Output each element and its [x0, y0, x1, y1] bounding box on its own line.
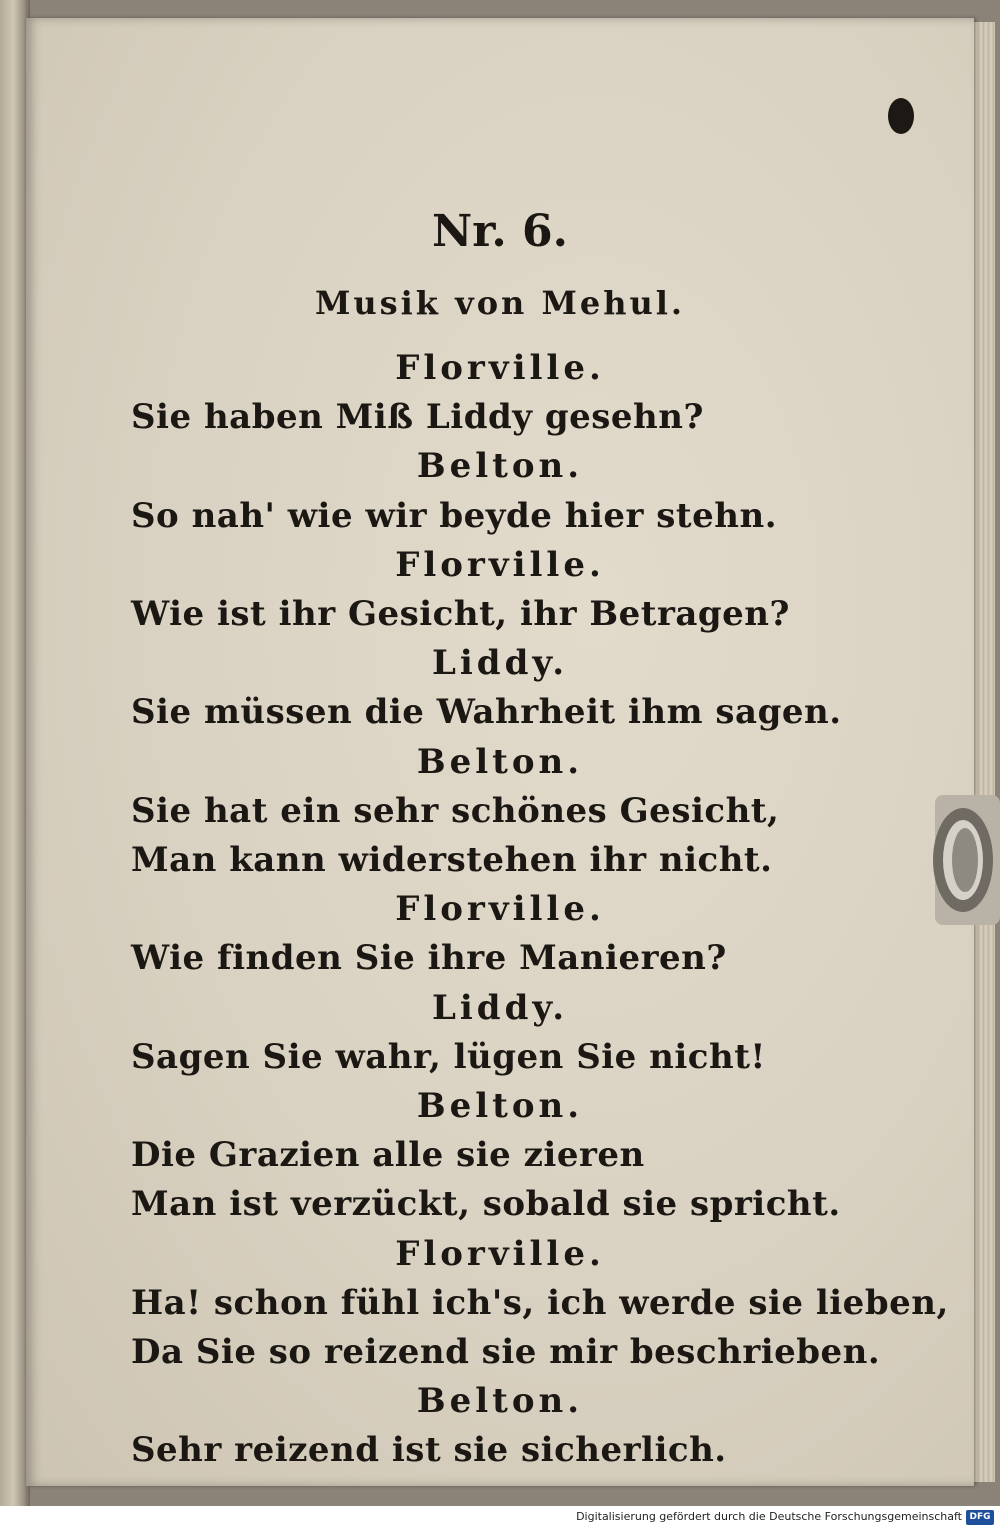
speaker-name: Liddy. [431, 643, 569, 684]
verse-line: Sehr reizend ist sie sicherlich. [131, 1430, 727, 1471]
verse-line: Man kann widerstehen ihr nicht. [131, 840, 773, 880]
verse-line: Da Sie so reizend sie mir beschrieben. [131, 1332, 881, 1372]
page-subtitle: Musik von Mehul. [314, 284, 686, 322]
verse-line: Ha! schon fühl ich's, ich werde sie lieben, [131, 1282, 949, 1323]
verse-line: Sie hat ein sehr schönes Gesicht, [131, 790, 780, 831]
funding-credit: Digitalisierung gefördert durch die Deutsche Forschungsgemeinschaft [576, 1510, 962, 1523]
speaker-name: Florville. [395, 544, 605, 585]
dfg-logo: DFG [966, 1510, 994, 1525]
speaker-name: Belton. [416, 1086, 584, 1126]
verse-line: Man ist verzückt, sobald sie spricht. [131, 1184, 841, 1225]
verse-line: Sie haben Miß Liddy gesehn? [131, 397, 704, 438]
speaker-name: Florville. [395, 348, 605, 388]
ink-blot [888, 98, 914, 134]
verse-line: So nah' wie wir beyde hier stehn. [131, 495, 778, 536]
speaker-name: Florville. [395, 1233, 605, 1274]
speaker-name: Belton. [416, 1381, 584, 1422]
speaker-name: Belton. [416, 446, 584, 487]
speaker-name: Belton. [416, 741, 584, 782]
verse-line: Sie müssen die Wahrheit ihm sagen. [131, 692, 842, 733]
page-title: Nr. 6. [432, 206, 568, 257]
verse-line: Sagen Sie wahr, lügen Sie nicht! [131, 1036, 766, 1077]
binding-clip [925, 795, 1000, 925]
speaker-name: Liddy. [431, 987, 569, 1028]
verse-line: Die Grazien alle sie zieren [131, 1135, 645, 1176]
speaker-name: Florville. [395, 889, 605, 930]
verse-line: Wie ist ihr Gesicht, ihr Betragen? [131, 594, 790, 634]
footer-bar [0, 1506, 1000, 1529]
book-page [26, 18, 974, 1486]
verse-line: Wie finden Sie ihre Manieren? [131, 938, 727, 979]
